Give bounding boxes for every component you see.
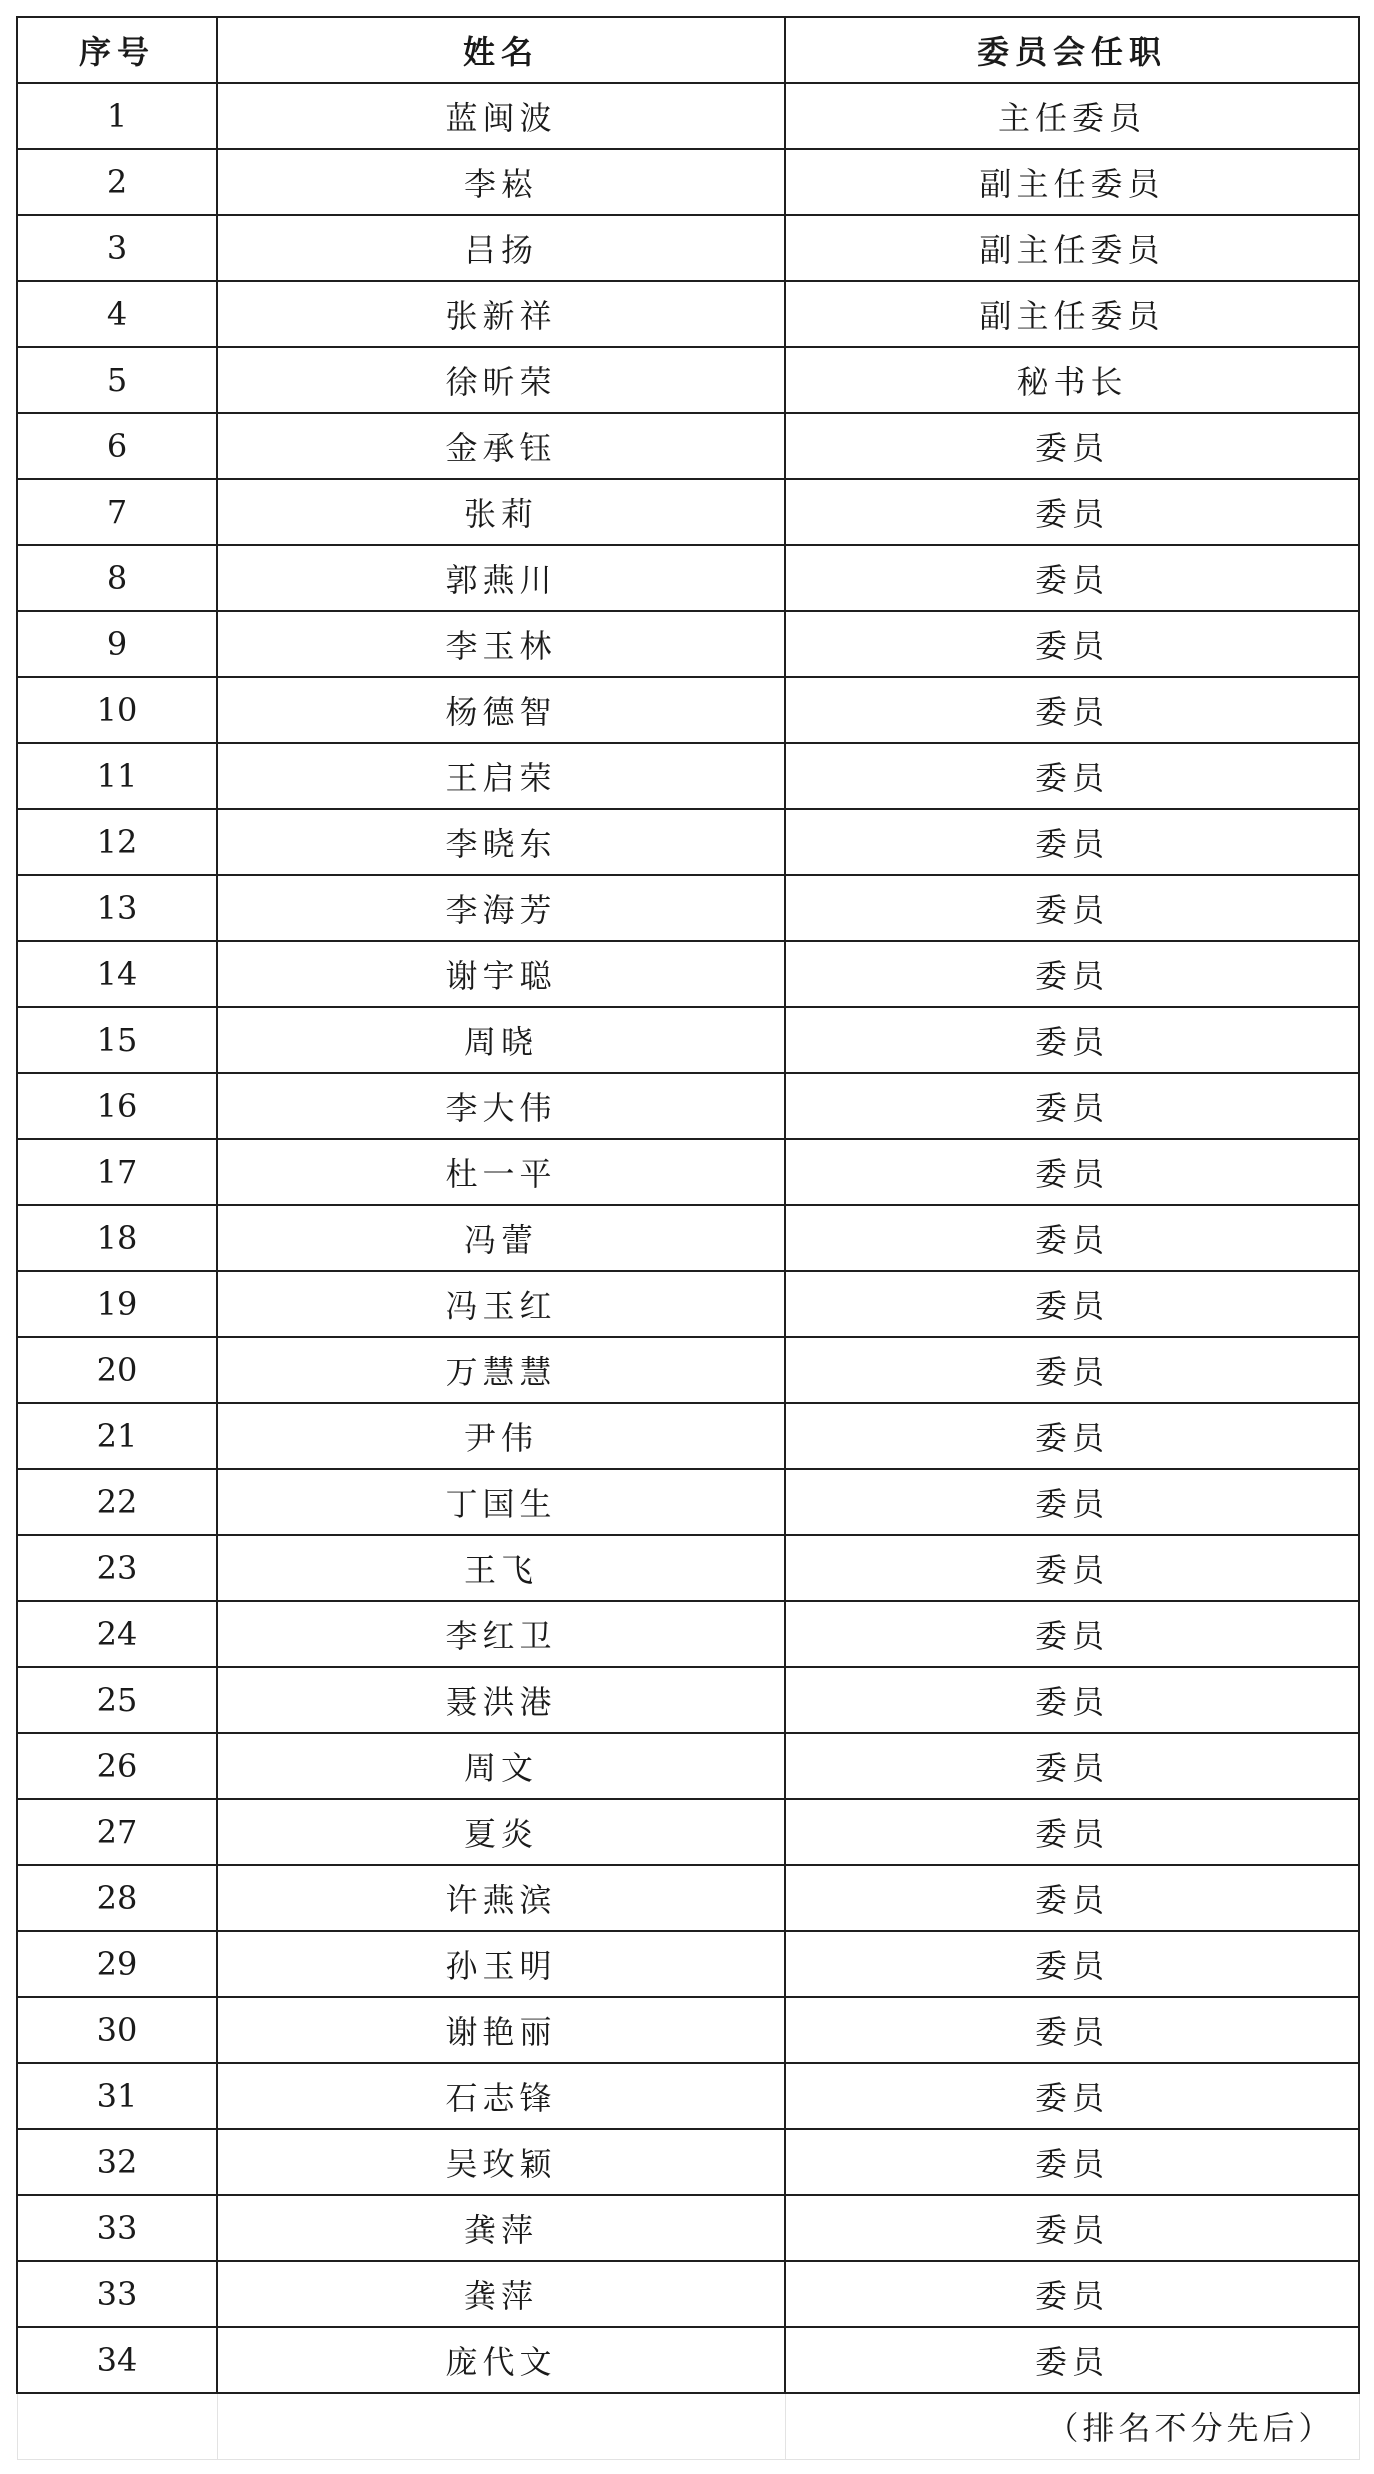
cell-name: 徐昕荣 [217,347,785,413]
table-row [17,83,1359,149]
cell-name: 聂洪港 [217,1667,785,1733]
cell-role: 副主任委员 [785,149,1359,215]
table-row [17,2327,1359,2393]
table-row [17,149,1359,215]
cell-seq: 20 [17,1337,217,1403]
cell-role: 委员 [785,479,1359,545]
table-header-row [17,17,1359,83]
cell-seq: 28 [17,1865,217,1931]
cell-name: 李玉林 [217,611,785,677]
cell-role: 委员 [785,1271,1359,1337]
cell-name: 杨德智 [217,677,785,743]
cell-name: 王启荣 [217,743,785,809]
cell-seq: 31 [17,2063,217,2129]
cell-name: 李红卫 [217,1601,785,1667]
cell-role: 委员 [785,941,1359,1007]
cell-role: 委员 [785,2261,1359,2327]
cell-seq: 30 [17,1997,217,2063]
cell-seq: 7 [17,479,217,545]
committee-sheet [16,16,1358,2460]
cell-role: 副主任委员 [785,281,1359,347]
cell-seq: 21 [17,1403,217,1469]
table-row [17,1667,1359,1733]
cell-seq: 34 [17,2327,217,2393]
cell-seq: 17 [17,1139,217,1205]
cell-role: 委员 [785,2129,1359,2195]
cell-role: 委员 [785,1865,1359,1931]
cell-role: 委员 [785,1931,1359,1997]
cell-seq: 32 [17,2129,217,2195]
cell-role: 委员 [785,1733,1359,1799]
table-row [17,1931,1359,1997]
cell-role: 委员 [785,2327,1359,2393]
cell-seq: 9 [17,611,217,677]
table-row [17,1601,1359,1667]
cell-role: 委员 [785,1667,1359,1733]
cell-seq: 8 [17,545,217,611]
cell-role: 委员 [785,2195,1359,2261]
table-row [17,1271,1359,1337]
header-seq: 序号 [17,17,217,83]
cell-role: 委员 [785,2063,1359,2129]
cell-seq: 1 [17,83,217,149]
table-row [17,2195,1359,2261]
cell-role: 委员 [785,1073,1359,1139]
table-row [17,545,1359,611]
cell-name: 张莉 [217,479,785,545]
cell-seq: 13 [17,875,217,941]
cell-role: 委员 [785,1469,1359,1535]
table-row [17,413,1359,479]
cell-role: 秘书长 [785,347,1359,413]
table-row [17,215,1359,281]
cell-name: 周文 [217,1733,785,1799]
table-row [17,2063,1359,2129]
table-row [17,1865,1359,1931]
cell-role: 委员 [785,1337,1359,1403]
cell-name: 庞代文 [217,2327,785,2393]
cell-name: 蓝闽波 [217,83,785,149]
table-row [17,1799,1359,1865]
cell-role: 委员 [785,413,1359,479]
cell-name: 杜一平 [217,1139,785,1205]
table-row [17,1073,1359,1139]
cell-name: 金承钰 [217,413,785,479]
table-row [17,941,1359,1007]
table-row [17,809,1359,875]
cell-name: 谢艳丽 [217,1997,785,2063]
cell-seq: 15 [17,1007,217,1073]
cell-seq: 11 [17,743,217,809]
cell-name: 郭燕川 [217,545,785,611]
cell-name: 李崧 [217,149,785,215]
cell-role: 主任委员 [785,83,1359,149]
cell-seq: 25 [17,1667,217,1733]
table-row [17,1469,1359,1535]
table-row [17,1403,1359,1469]
cell-role: 委员 [785,1535,1359,1601]
table-row [17,743,1359,809]
cell-role: 委员 [785,545,1359,611]
cell-name: 万慧慧 [217,1337,785,1403]
cell-seq: 18 [17,1205,217,1271]
cell-seq: 3 [17,215,217,281]
cell-name: 张新祥 [217,281,785,347]
table-row [17,1205,1359,1271]
cell-seq: 29 [17,1931,217,1997]
cell-seq: 5 [17,347,217,413]
cell-role: 委员 [785,1601,1359,1667]
cell-role: 委员 [785,1205,1359,1271]
cell-seq: 24 [17,1601,217,1667]
committee-members-table [16,16,1360,2460]
cell-name: 李海芳 [217,875,785,941]
cell-seq: 6 [17,413,217,479]
table-row [17,1535,1359,1601]
table-row [17,2261,1359,2327]
cell-role: 委员 [785,743,1359,809]
cell-seq: 26 [17,1733,217,1799]
table-row [17,479,1359,545]
cell-name: 尹伟 [217,1403,785,1469]
cell-name: 龚萍 [217,2195,785,2261]
table-row [17,2129,1359,2195]
cell-role: 委员 [785,1403,1359,1469]
cell-seq: 22 [17,1469,217,1535]
cell-seq: 4 [17,281,217,347]
cell-role: 委员 [785,1799,1359,1865]
table-row [17,347,1359,413]
cell-role: 委员 [785,677,1359,743]
header-role: 委员会任职 [785,17,1359,83]
cell-role: 委员 [785,1007,1359,1073]
cell-name: 冯蕾 [217,1205,785,1271]
table-row [17,1997,1359,2063]
header-name: 姓名 [217,17,785,83]
table-row [17,875,1359,941]
cell-seq: 23 [17,1535,217,1601]
ranking-note: （排名不分先后） [785,2393,1359,2459]
table-body [17,83,1359,2393]
note-row [17,2393,1359,2459]
cell-name: 周晓 [217,1007,785,1073]
cell-seq: 33 [17,2195,217,2261]
cell-name: 丁国生 [217,1469,785,1535]
cell-seq: 14 [17,941,217,1007]
cell-role: 委员 [785,611,1359,677]
cell-seq: 12 [17,809,217,875]
cell-seq: 2 [17,149,217,215]
table-row [17,611,1359,677]
cell-role: 委员 [785,1997,1359,2063]
cell-name: 冯玉红 [217,1271,785,1337]
cell-name: 王飞 [217,1535,785,1601]
cell-name: 石志锋 [217,2063,785,2129]
table-row [17,1733,1359,1799]
table-row [17,677,1359,743]
cell-seq: 19 [17,1271,217,1337]
cell-name: 李晓东 [217,809,785,875]
cell-seq: 33 [17,2261,217,2327]
cell-name: 谢宇聪 [217,941,785,1007]
cell-seq: 10 [17,677,217,743]
table-row [17,281,1359,347]
table-row [17,1139,1359,1205]
cell-name: 李大伟 [217,1073,785,1139]
cell-name: 吴玫颖 [217,2129,785,2195]
cell-role: 委员 [785,1139,1359,1205]
cell-name: 孙玉明 [217,1931,785,1997]
cell-name: 许燕滨 [217,1865,785,1931]
cell-role: 委员 [785,875,1359,941]
table-row [17,1007,1359,1073]
note-empty-cell [17,2393,217,2459]
cell-role: 副主任委员 [785,215,1359,281]
table-row [17,1337,1359,1403]
cell-name: 吕扬 [217,215,785,281]
note-empty-cell [217,2393,785,2459]
cell-name: 龚萍 [217,2261,785,2327]
cell-name: 夏炎 [217,1799,785,1865]
cell-seq: 16 [17,1073,217,1139]
cell-seq: 27 [17,1799,217,1865]
cell-role: 委员 [785,809,1359,875]
